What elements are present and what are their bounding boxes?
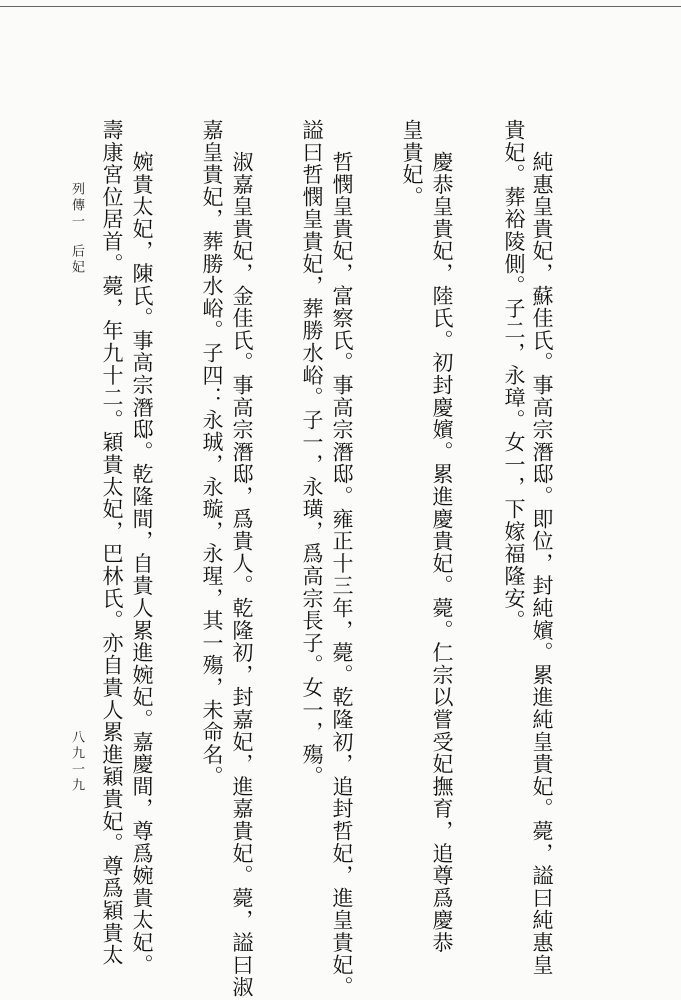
running-head (67, 182, 86, 276)
section-title: 后妃 (69, 244, 84, 276)
text-column-10: 婉貴太妃，陳氏。事高宗潛邸。乾隆間，自貴人累進婉妃。嘉慶間，尊爲婉貴太妃。 (130, 151, 154, 977)
text-column-7: 嘉皇貴妃，葬勝水峪。子四：永珹，永璇，永瑆，其一殤，未命名。 (200, 119, 224, 788)
text-column-4: 慶恭皇貴妃，陸氏。初封慶嬪。累進慶貴妃。薨。仁宗以嘗受妃撫育，追尊爲慶恭 (430, 151, 454, 954)
page-number: 八九一九 (69, 730, 84, 794)
volume-title: 列傳一 (69, 182, 84, 230)
text-column-8: 淑嘉皇貴妃，金佳氏。事高宗潛邸，爲貴人。乾隆初，封嘉妃，進嘉貴妃。薨，謚曰淑 (230, 151, 254, 999)
text-column-5: 謚曰哲憫皇貴妃，葬勝水峪。子一，永璜，爲高宗長子。女一，殤。 (300, 119, 324, 788)
text-column-6: 哲憫皇貴妃，富察氏。事高宗潛邸。雍正十三年，薨。乾隆初，追封哲妃，進皇貴妃。 (330, 151, 354, 999)
text-column-2: 純惠皇貴妃，蘇佳氏。事高宗潛邸。即位，封純嬪。累進純皇貴妃。薨，謚曰純惠皇 (530, 151, 554, 977)
text-column-1: 皇貴妃。 (400, 119, 424, 209)
text-column-9: 壽康宮位居首。薨，年九十二。穎貴太妃，巴林氏。亦自貴人累進穎貴妃。尊爲穎貴太 (100, 119, 124, 967)
text-column-3: 貴妃。葬裕陵側。子二，永璋。女一，下嫁福隆安。 (502, 119, 526, 632)
